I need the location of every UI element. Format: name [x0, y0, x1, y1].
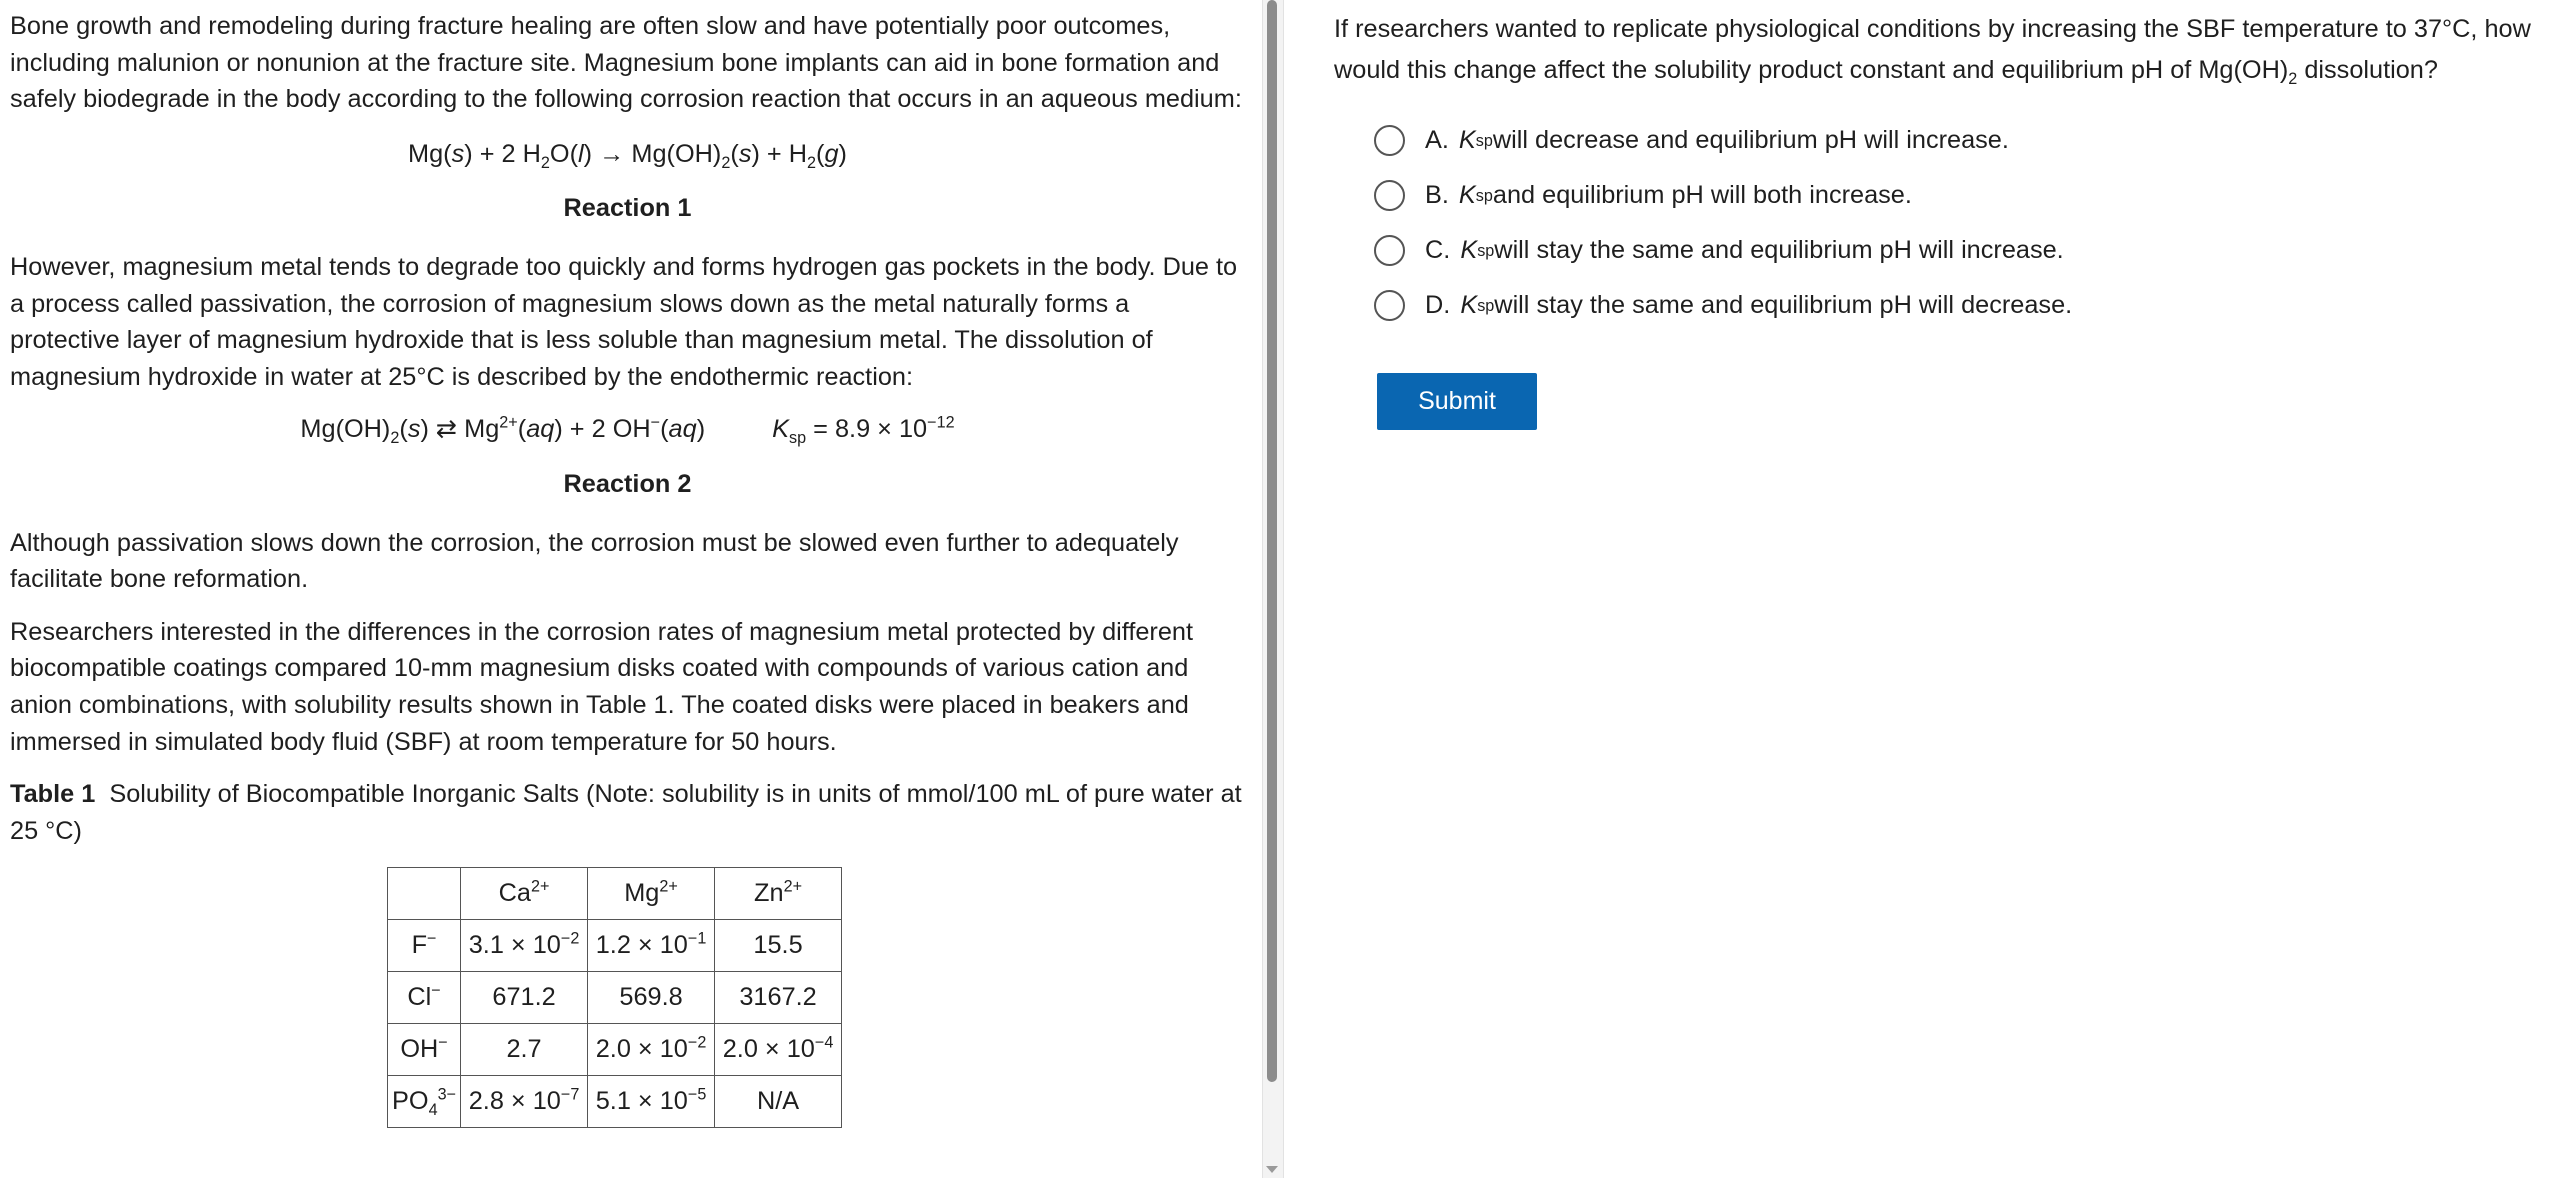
question-stem: If researchers wanted to replicate physiological conditions by increasing the SBF temperature to 37°C, how would this change affect the solubility product constant and equilibrium pH of $Mg(OH)_2$ dissolution? [1334, 15, 2531, 89]
header-zn: $Zn^{2+}$ [715, 868, 842, 920]
table-header-row [388, 868, 842, 920]
row-header-phosphate: $PO_4^{3-}$ [388, 1076, 461, 1128]
option-d-text: will stay the same and equilibrium pH will decrease. [1494, 291, 2073, 319]
solubility-table [387, 867, 842, 1128]
table-cell: $2.0 \times 10^{-2}$ [588, 1024, 715, 1076]
table-cell: 569.8 [588, 972, 715, 1024]
passage-scrollbar-thumb[interactable] [1267, 0, 1277, 1082]
table-cell: 3167.2 [715, 972, 842, 1024]
table-row [388, 1076, 842, 1128]
passage-slowed: Although passivation slows down the corrosion, the corrosion must be slowed even further to adequately facilitate bone reformation. [10, 528, 1179, 594]
radio-button-a[interactable] [1374, 125, 1405, 156]
radio-button-b[interactable] [1374, 180, 1405, 211]
table-cell: $2.8 \times 10^{-7}$ [461, 1076, 588, 1128]
table-row [388, 1024, 842, 1076]
option-c-text: will stay the same and equilibrium pH will increase. [1494, 236, 2064, 264]
option-d[interactable]: D. K sp will stay the same and equilibrium pH will decrease. [1374, 287, 2072, 324]
option-b[interactable]: B. K sp and equilibrium pH will both increase. [1374, 177, 2072, 214]
scroll-down-arrow-icon[interactable] [1266, 1166, 1278, 1173]
table-corner-cell [388, 868, 461, 920]
reaction-2-equation: $Mg(OH)_2(s)$ ⇄ $Mg^{2+}(aq) + 2$ OH−(aq) $K_{sp} = 8.9 \times 10^{-12}$ [300, 413, 955, 448]
passage-passivation: However, magnesium metal tends to degrade too quickly and forms hydrogen gas pockets in the body. Due to a process called passivation, the corrosion of magnesium slows down as the metal naturally forms a protective layer of magnesium hydroxide that is less soluble than magnesium metal. The dissolution of magnesium hydroxide in water at 25°C is described by the endothermic reaction: [10, 252, 1238, 391]
header-mg: $Mg^{2+}$ [588, 868, 715, 920]
option-a[interactable]: A. K sp will decrease and equilibrium pH will increase. [1374, 122, 2072, 159]
answer-options [1374, 122, 2072, 342]
option-c[interactable]: C. K sp will stay the same and equilibrium pH will increase. [1374, 232, 2072, 269]
table-cell: 15.5 [715, 920, 842, 972]
reaction-2-label: Reaction 2 [563, 469, 692, 498]
table-caption-text: Solubility of Biocompatible Inorganic Salts (Note: solubility is in units of mmol/100 mL of pure water at 25 °C) [10, 780, 1242, 845]
passage-researchers: Researchers interested in the differences in the corrosion rates of magnesium metal protected by different biocompatible coatings compared 10-mm magnesium disks coated with compounds of various cation and anion combinations, with solubility results shown in Table 1. The coated disks were placed in beakers and immersed in simulated body fluid (SBF) at room temperature for 50 hours. [10, 617, 1194, 756]
reaction-1-label: Reaction 1 [563, 194, 692, 223]
reaction-1-equation: Mg(s) + 2 $H_2O(l) \to Mg(OH)_2(s) + H_2(g)$ [408, 139, 847, 172]
header-ca: $Ca^{2+}$ [461, 868, 588, 920]
table-cell: N/A [715, 1076, 842, 1128]
submit-button[interactable]: Submit [1377, 373, 1537, 430]
table-cell: 2.7 [461, 1024, 588, 1076]
table-row [388, 972, 842, 1024]
row-header-hydroxide: OH− [388, 1024, 461, 1076]
table-cell: $2.0 \times 10^{-4}$ [715, 1024, 842, 1076]
table-cell: $5.1 \times 10^{-5}$ [588, 1076, 715, 1128]
table-caption [10, 776, 1245, 849]
table-row [388, 920, 842, 972]
question-pane [1286, 0, 2563, 1178]
table-cell: $3.1 \times 10^{-2}$ [461, 920, 588, 972]
table-cell: $1.2 \times 10^{-1}$ [588, 920, 715, 972]
option-b-text: and equilibrium pH will both increase. [1492, 181, 1912, 209]
passage-intro: Bone growth and remodeling during fracture healing are often slow and have potentially poor outcomes, including malunion or nonunion at the fracture site. Magnesium bone implants can aid in bone formation and safely biodegrade in the body according to the following corrosion reaction that occurs in an aqueous medium: [10, 12, 1242, 114]
passage-pane [0, 0, 1258, 1178]
row-header-fluoride: F− [388, 920, 461, 972]
table-label: Table 1 [10, 780, 96, 809]
option-a-text: will decrease and equilibrium pH will increase. [1492, 126, 2009, 154]
table-cell: 671.2 [461, 972, 588, 1024]
radio-button-c[interactable] [1374, 235, 1405, 266]
passage [10, 8, 1245, 1128]
ksp-expression: $K_{sp} = 8.9 \times 10^{-12}$ [772, 413, 955, 448]
row-header-chloride: Cl− [388, 972, 461, 1024]
radio-button-d[interactable] [1374, 290, 1405, 321]
